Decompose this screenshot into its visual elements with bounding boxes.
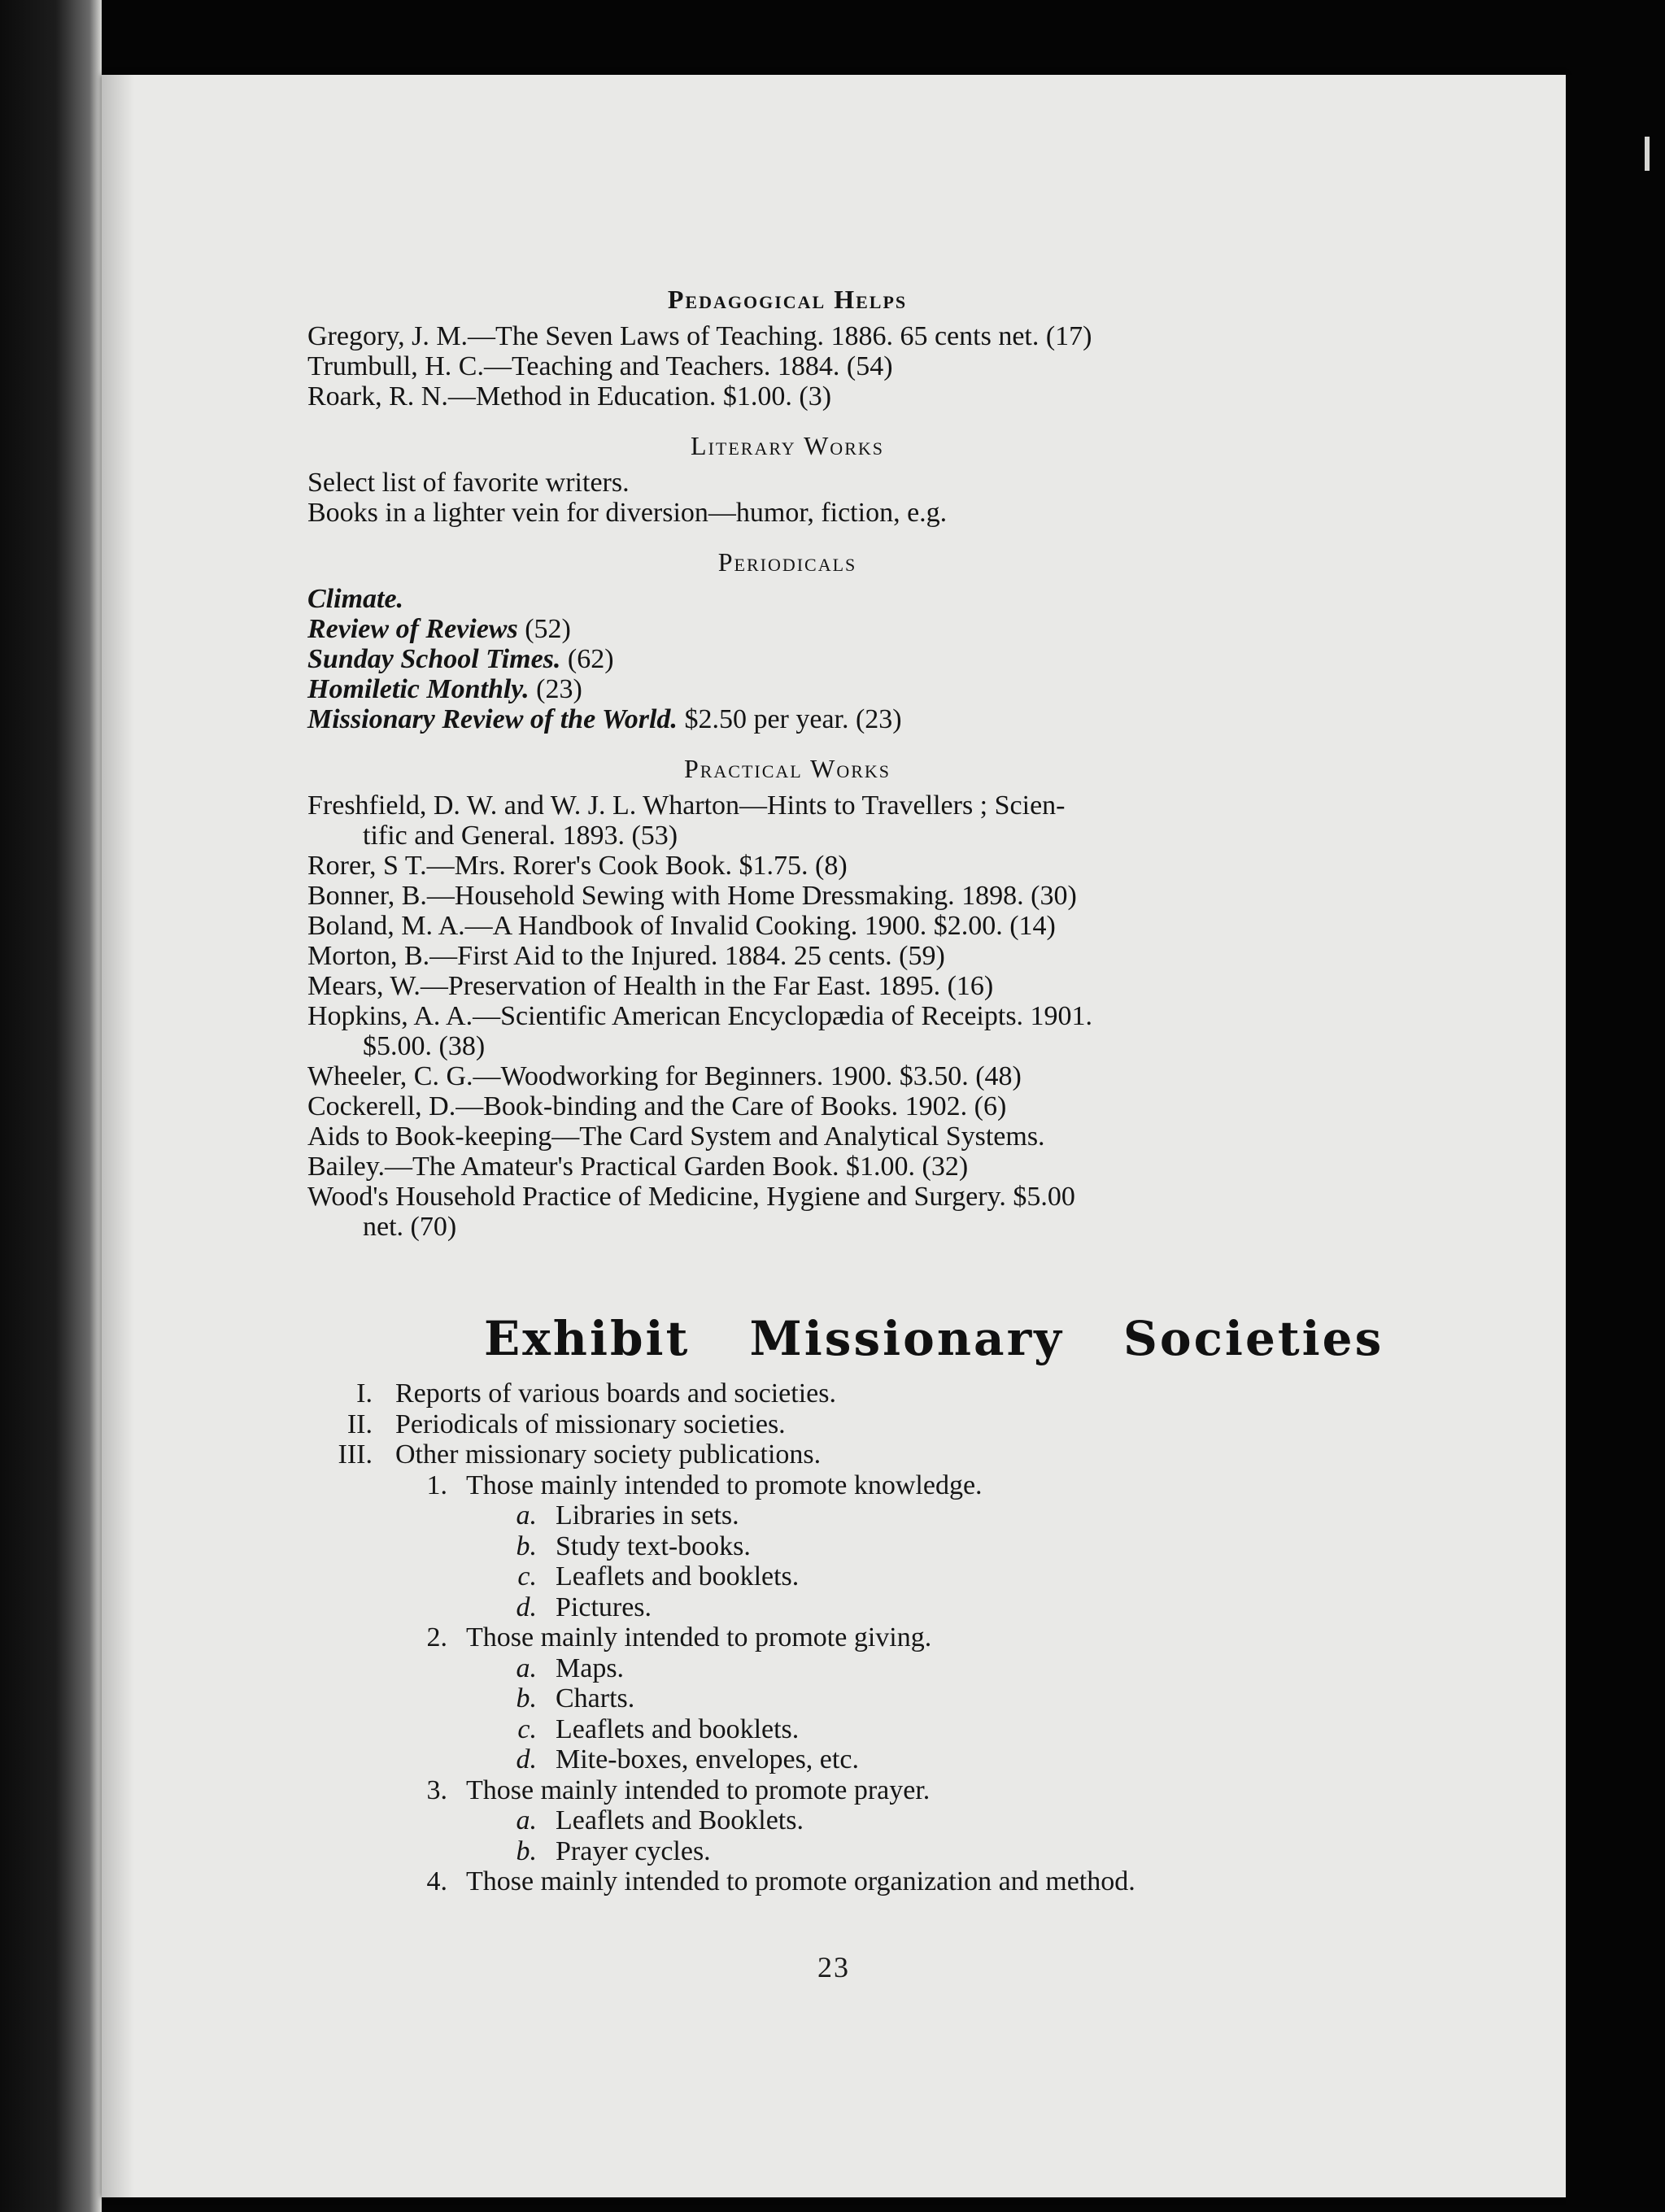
list-item bbox=[307, 704, 1365, 734]
scan-border-right bbox=[1566, 75, 1665, 2212]
binding-gutter bbox=[0, 0, 102, 2212]
outline-number: III. bbox=[338, 1439, 373, 1470]
outline-text: Those mainly intended to promote prayer. bbox=[466, 1774, 931, 1805]
outline-number: b. bbox=[516, 1531, 537, 1561]
list-item: tific and General. 1893. (53) bbox=[363, 821, 678, 851]
outline-text: Leaflets and Booklets. bbox=[556, 1805, 804, 1835]
outline-item bbox=[307, 1714, 1397, 1745]
periodical-title: Climate. bbox=[307, 584, 404, 614]
page-number: 23 bbox=[817, 1951, 850, 1983]
outline-text: Reports of various boards and societies. bbox=[395, 1378, 836, 1409]
outline-text: Periodicals of missionary societies. bbox=[395, 1409, 786, 1439]
heading-practical-works: Practical Works bbox=[683, 754, 891, 783]
outline-text: Leaflets and booklets. bbox=[556, 1713, 800, 1744]
list-item: Bonner, B.—Household Sewing with Home Dressmaking. 1898. (30) bbox=[307, 881, 1077, 911]
periodical-detail: (62) bbox=[560, 644, 614, 674]
list-item: $5.00. (38) bbox=[363, 1031, 486, 1061]
outline-item bbox=[307, 1500, 1397, 1531]
outline-number: a. bbox=[516, 1805, 537, 1835]
booklist-content bbox=[307, 285, 1365, 1242]
list-item: Freshfield, D. W. and W. J. L. Wharton—Hints to Travellers ; Scien- bbox=[307, 790, 1066, 821]
outline-text: Mite-boxes, envelopes, etc. bbox=[556, 1744, 859, 1774]
list-item: Roark, R. N.—Method in Education. $1.00. (3) bbox=[307, 381, 832, 411]
outline-text: Those mainly intended to promote knowledge. bbox=[466, 1470, 983, 1500]
outline-item bbox=[307, 1836, 1397, 1867]
heading-pedagogical-helps: Pedagogical Helps bbox=[667, 285, 908, 314]
periodical-detail: (23) bbox=[529, 674, 582, 704]
outline-text: Libraries in sets. bbox=[556, 1500, 739, 1531]
list-item: Wood's Household Practice of Medicine, Hygiene and Surgery. $5.00 bbox=[307, 1182, 1075, 1212]
outline-item bbox=[307, 1592, 1397, 1623]
outline-number: 1. bbox=[426, 1470, 447, 1500]
outline-item bbox=[307, 1744, 1397, 1775]
list-item bbox=[307, 614, 1365, 644]
heading-periodicals: Periodicals bbox=[717, 547, 857, 577]
outline-number: 2. bbox=[426, 1622, 447, 1652]
outline-number: a. bbox=[516, 1652, 537, 1683]
outline-text: Other missionary society publications. bbox=[395, 1439, 822, 1470]
outline-item bbox=[307, 1531, 1397, 1562]
list-item: Boland, M. A.—A Handbook of Invalid Cooking. 1900. $2.00. (14) bbox=[307, 911, 1056, 941]
outline-text: Those mainly intended to promote organization and method. bbox=[466, 1866, 1135, 1896]
list-item: Rorer, S T.—Mrs. Rorer's Cook Book. $1.75. (8) bbox=[307, 851, 848, 881]
list-item: Trumbull, H. C.—Teaching and Teachers. 1884. (54) bbox=[307, 351, 893, 381]
list-item: Gregory, J. M.—The Seven Laws of Teaching. 1886. 65 cents net. (17) bbox=[307, 321, 1092, 351]
outline-text: Leaflets and booklets. bbox=[556, 1561, 800, 1592]
list-item bbox=[307, 674, 1365, 704]
list-item: Aids to Book-keeping—The Card System and Analytical Systems. bbox=[307, 1121, 1045, 1152]
list-item: Cockerell, D.—Book-binding and the Care of Books. 1902. (6) bbox=[307, 1091, 1007, 1121]
literary-list bbox=[307, 468, 1365, 528]
list-item bbox=[307, 644, 1365, 674]
outline-item bbox=[307, 1622, 1397, 1653]
outline-number: b. bbox=[516, 1683, 537, 1713]
outline-text: Study text-books. bbox=[556, 1531, 751, 1561]
outline-number: c. bbox=[517, 1561, 537, 1592]
outline-text: Maps. bbox=[556, 1652, 625, 1683]
outline-text: Prayer cycles. bbox=[556, 1835, 711, 1866]
list-item: Morton, B.—First Aid to the Injured. 1884. 25 cents. (59) bbox=[307, 941, 945, 971]
periodical-detail: $2.50 per year. (23) bbox=[677, 704, 902, 734]
outline-number: a. bbox=[516, 1500, 537, 1531]
list-item: Select list of favorite writers. bbox=[307, 468, 630, 498]
outline-item bbox=[307, 1561, 1397, 1592]
outline-item bbox=[307, 1683, 1397, 1714]
outline-number: 3. bbox=[426, 1774, 447, 1805]
outline-number: II. bbox=[347, 1409, 373, 1439]
periodical-title: Sunday School Times. bbox=[307, 644, 561, 674]
list-item: Wheeler, C. G.—Woodworking for Beginners. 1900. $3.50. (48) bbox=[307, 1061, 1022, 1091]
outline-item bbox=[307, 1805, 1397, 1836]
outline-item bbox=[307, 1653, 1397, 1684]
outline-text: Charts. bbox=[556, 1683, 635, 1713]
outline-number: d. bbox=[516, 1744, 537, 1774]
heading-literary-works: Literary Works bbox=[691, 431, 884, 460]
outline-text: Pictures. bbox=[556, 1592, 652, 1622]
outline-number: I. bbox=[356, 1378, 373, 1409]
exhibit-title: Exhibit Missionary Societies bbox=[484, 1311, 1384, 1366]
periodical-title: Review of Reviews bbox=[307, 614, 518, 644]
list-item: Bailey.—The Amateur's Practical Garden Book. $1.00. (32) bbox=[307, 1152, 969, 1182]
periodicals-list bbox=[307, 584, 1365, 734]
list-item: Hopkins, A. A.—Scientific American Encyclopædia of Receipts. 1901. bbox=[307, 1001, 1093, 1031]
outline-item bbox=[307, 1866, 1397, 1897]
list-item: net. (70) bbox=[363, 1212, 457, 1242]
pedagogical-list bbox=[307, 321, 1365, 411]
outline-number: c. bbox=[517, 1713, 537, 1744]
scan-edge-mark bbox=[1645, 137, 1650, 171]
outline-number: b. bbox=[516, 1835, 537, 1866]
list-item: Mears, W.—Preservation of Health in the Far East. 1895. (16) bbox=[307, 971, 994, 1001]
practical-list bbox=[307, 790, 1365, 1242]
periodical-title: Homiletic Monthly. bbox=[307, 674, 530, 704]
outline-number: 4. bbox=[426, 1866, 447, 1896]
list-item: Books in a lighter vein for diversion—humor, fiction, e.g. bbox=[307, 498, 948, 528]
outline-item bbox=[307, 1439, 1397, 1470]
list-item bbox=[307, 584, 1365, 614]
exhibit-outline bbox=[307, 1378, 1397, 1897]
periodical-detail: (52) bbox=[517, 614, 571, 644]
gutter-shadow bbox=[102, 75, 134, 2197]
outline-text: Those mainly intended to promote giving. bbox=[466, 1622, 932, 1652]
outline-item bbox=[307, 1409, 1397, 1440]
outline-item bbox=[307, 1470, 1397, 1501]
periodical-title: Missionary Review of the World. bbox=[307, 704, 678, 734]
outline-item bbox=[307, 1775, 1397, 1806]
outline-number: d. bbox=[516, 1592, 537, 1622]
outline-item bbox=[307, 1378, 1397, 1409]
